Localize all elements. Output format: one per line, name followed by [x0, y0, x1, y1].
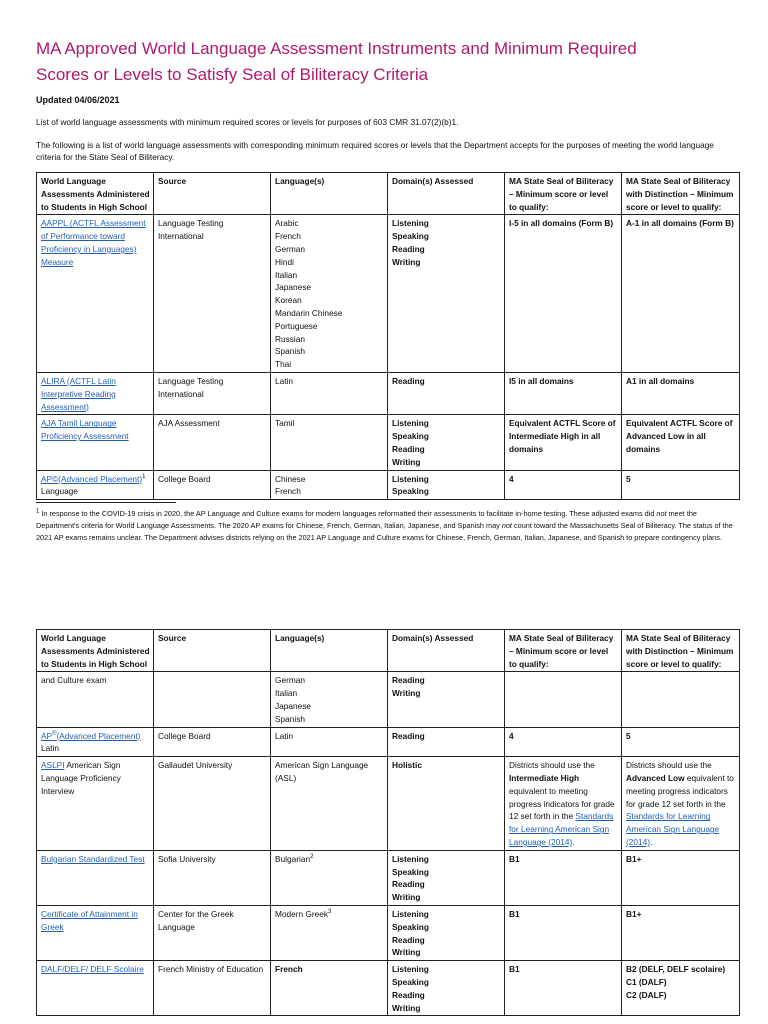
table-row-aappl: [37, 215, 740, 373]
header-languages: Language(s): [271, 630, 388, 672]
distinction-cell: Districts should use the Advanced Low equivalent to meeting progress indicators for grade 12 set forth in the Standards for Learning American Sign Language (2014).: [622, 757, 740, 851]
ap-link[interactable]: AP©(Advanced Placement): [41, 473, 143, 484]
aappl-link[interactable]: AAPPL (ACTFL Assessment of Performance toward Proficiency in Languages) Measure: [41, 218, 146, 267]
source-cell: [154, 672, 271, 727]
header-source: Source: [154, 630, 271, 672]
header-assessment: World Language Assessments Administered to Students in High School: [37, 630, 154, 672]
bulgarian-link[interactable]: Bulgarian Standardized Test: [41, 853, 145, 864]
languages-cell: French: [271, 961, 388, 1016]
footnote-divider: [36, 502, 176, 503]
distinction-cell: B2 (DELF, DELF scolaire) C1 (DALF) C2 (DALF): [622, 961, 740, 1016]
domains-cell: Listening Speaking: [388, 470, 505, 500]
table-row-ap: [37, 470, 740, 500]
assessment-cell: AP®(Advanced Placement) Latin: [37, 727, 154, 757]
distinction-cell: A1 in all domains: [622, 372, 740, 414]
table-row-dalf: [37, 961, 740, 1016]
footnote-1: $^1$ In response to the COVID-19 crisis in 2020, the AP Language and Culture exams for modern languages reformatted their assessments to facilitate in-home testing. These adjusted exams did not meet the Department's criteria for World Language Assessments. The 2020 AP exams for Chinese, French, German, Italian, Japanese, and Spanish may not count toward the Massachusetts Seal of Biliteracy. The status of the 2021 AP exams remains unclear. The Department advises districts relying on the 2021 AP Language and Culture exams for Chinese, French, German, Italian, Japanese, and Spanish to prepare contingency plans.: [36, 508, 733, 542]
greek-link[interactable]: Certificate of Attainment in Greek: [41, 908, 138, 932]
distinction-cell: [622, 672, 740, 727]
table-row-aslpi: [37, 757, 740, 851]
distinction-cell: B1+: [622, 905, 740, 960]
distinction-cell: 5: [622, 727, 740, 757]
intro-paragraph-1: List of world language assessments with minimum required scores or levels for purposes of 603 CMR 31.07(2)(b)1.: [36, 117, 459, 127]
languages-cell: German Italian Japanese Spanish: [271, 672, 388, 727]
page-title: MA Approved World Language Assessment Instruments and Minimum Required Scores or Levels to Satisfy Seal of Biliteracy Criteria: [36, 39, 637, 84]
intro-paragraph-2: The following is a list of world language assessments with corresponding minimum required scores or levels that the Department accepts for the purposes of meeting the world language criteria for the State Seal of Biliteracy.: [36, 140, 714, 162]
source-cell: Language Testing International: [154, 372, 271, 414]
source-cell: Language Testing International: [154, 215, 271, 373]
domains-cell: Holistic: [388, 757, 505, 851]
assessment-table-part-2: [36, 629, 740, 1016]
languages-cell: Tamil: [271, 415, 388, 470]
languages-cell: Arabic French German Hindi Italian Japanese Korean Mandarin Chinese Portuguese Russian Spanish Thai: [271, 215, 388, 373]
header-languages: Language(s): [271, 173, 388, 215]
seal-cell: B1: [505, 850, 622, 905]
standards-link[interactable]: Standards for Learning American Sign Language (2014): [626, 811, 720, 847]
assessment-cell: [37, 215, 154, 373]
domains-cell: Reading: [388, 372, 505, 414]
languages-cell: Modern Greek$^3$: [271, 905, 388, 960]
header-seal: MA State Seal of Biliteracy – Minimum score or level to qualify:: [505, 173, 622, 215]
languages-cell: Latin: [271, 727, 388, 757]
updated-date: Updated 04/06/2021: [36, 95, 120, 105]
domains-cell: Listening Speaking Reading Writing: [388, 905, 505, 960]
table-row-greek: [37, 905, 740, 960]
assessment-cell: [37, 905, 154, 960]
source-cell: Gallaudet University: [154, 757, 271, 851]
domains-cell: Reading: [388, 727, 505, 757]
languages-cell: Latin: [271, 372, 388, 414]
seal-cell: B1: [505, 961, 622, 1016]
header-seal: MA State Seal of Biliteracy – Minimum score or level to qualify:: [505, 630, 622, 672]
domains-cell: Listening Speaking Reading Writing: [388, 415, 505, 470]
header-distinction: MA State Seal of Biliteracy with Distinction – Minimum score or level to qualify:: [622, 630, 740, 672]
languages-cell: Bulgarian$^2$: [271, 850, 388, 905]
assessment-table-part-1: [36, 172, 740, 500]
seal-cell: Equivalent ACTFL Score of Intermediate High in all domains: [505, 415, 622, 470]
seal-cell: 4: [505, 727, 622, 757]
header-source: Source: [154, 173, 271, 215]
seal-cell: 4: [505, 470, 622, 500]
domains-cell: Listening Speaking Reading Writing: [388, 215, 505, 373]
source-cell: French Ministry of Education: [154, 961, 271, 1016]
aslpi-link[interactable]: ASLPI: [41, 760, 65, 771]
ap-latin-link[interactable]: AP®(Advanced Placement): [41, 730, 141, 741]
distinction-cell: A-1 in all domains (Form B): [622, 215, 740, 373]
table-row-bulgarian: [37, 850, 740, 905]
languages-cell: American Sign Language (ASL): [271, 757, 388, 851]
seal-cell: B1: [505, 905, 622, 960]
assessment-cell: [37, 961, 154, 1016]
standards-link[interactable]: Standards for Learning American Sign Language (2014): [509, 811, 614, 847]
seal-cell: Districts should use the Intermediate High equivalent to meeting progress indicators for grade 12 set forth in the Standards for Learning American Sign Language (2014).: [505, 757, 622, 851]
header-distinction: MA State Seal of Biliteracy with Distinction – Minimum score or level to qualify:: [622, 173, 740, 215]
seal-cell: [505, 672, 622, 727]
header-assessment: World Language Assessments Administered to Students in High School: [37, 173, 154, 215]
header-domains: Domain(s) Assessed: [388, 173, 505, 215]
alira-link[interactable]: ALIRA (ACTFL Latin Interpretive Reading Assessment): [41, 375, 116, 412]
domains-cell: Listening Speaking Reading Writing: [388, 961, 505, 1016]
seal-cell: I5 in all domains: [505, 372, 622, 414]
header-domains: Domain(s) Assessed: [388, 630, 505, 672]
dalf-delf-link[interactable]: DALF/DELF/: [41, 964, 89, 975]
source-cell: College Board: [154, 727, 271, 757]
source-cell: Center for the Greek Language: [154, 905, 271, 960]
table-header-row: [37, 173, 740, 215]
table-row-alira: [37, 372, 740, 414]
table-row-ap-continued: [37, 672, 740, 727]
distinction-cell: Equivalent ACTFL Score of Advanced Low in all domains: [622, 415, 740, 470]
table-row-ap-latin: [37, 727, 740, 757]
source-cell: Sofia University: [154, 850, 271, 905]
table-header-row: [37, 630, 740, 672]
distinction-cell: B1+: [622, 850, 740, 905]
domains-cell: Reading Writing: [388, 672, 505, 727]
distinction-cell: 5: [622, 470, 740, 500]
source-cell: College Board: [154, 470, 271, 500]
assessment-cell: [37, 372, 154, 414]
table-row-aja: [37, 415, 740, 470]
assessment-cell: [37, 850, 154, 905]
seal-cell: I-5 in all domains (Form B): [505, 215, 622, 373]
delf-scolaire-link[interactable]: DELF Scolaire: [88, 964, 144, 975]
source-cell: AJA Assessment: [154, 415, 271, 470]
assessment-cell: ASLPI American Sign Language Proficiency Interview: [37, 757, 154, 851]
assessment-cell: AP©(Advanced Placement)$^1$ Language: [37, 470, 154, 500]
assessment-cell: and Culture exam: [37, 672, 154, 727]
languages-cell: Chinese French: [271, 470, 388, 500]
domains-cell: Listening Speaking Reading Writing: [388, 850, 505, 905]
aja-link[interactable]: AJA Tamil Language Proficiency Assessment: [41, 418, 129, 442]
assessment-cell: [37, 415, 154, 470]
